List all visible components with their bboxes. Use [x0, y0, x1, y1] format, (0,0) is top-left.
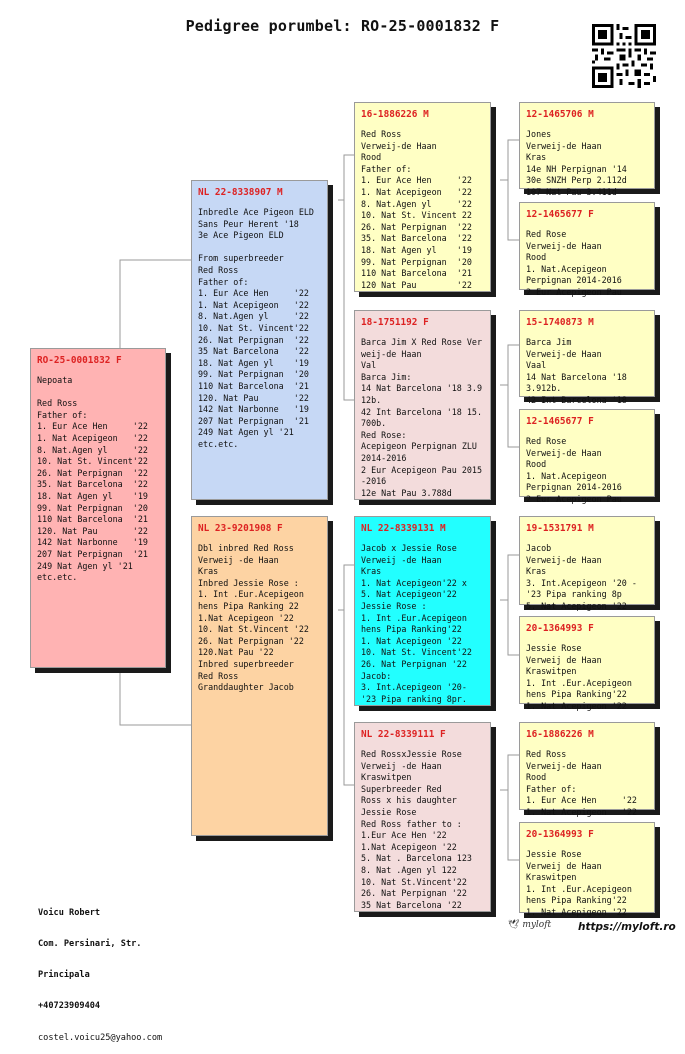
card-notes: Barca Jim X Red Rose Ver weij-de Haan Val Barca Jim: 14 Nat Barcelona '18 3.9 12b. 42 Int Barcelona '18 15. 700b. Red Rose: Acepigeon Perpignan ZLU 2014-2016 2 Eur Acepigeon Pau 2015 -2016 12e Nat Pau 3.788d	[361, 337, 483, 498]
pedigree-card-sds	[519, 310, 655, 405]
card-notes: Nepoata Red Ross Father of: 1. Eur Ace Hen '22 1. Nat Acepigeon '22 8. Nat.Agen yl '22 10. Nat St. Vincent'22 26. Nat Perpignan '22 35. Nat Barcelona '22 18. Nat Agen yl '19 99. Nat Perpignan '20 110 Nat Barcelona '21 120. Nat Pau '22 142 Nat Narbonne '19 207 Nat Perpignan '21 249 Nat Agen yl '21 etc.etc.	[37, 375, 148, 583]
pedigree-card-dam	[191, 516, 328, 836]
page-title: Pedigree porumbel: RO-25-0001832 F	[185, 17, 500, 35]
pedigree-card-ddd	[519, 822, 655, 917]
owner-address-street: Principala	[38, 970, 90, 981]
pedigree-card-dss	[519, 516, 655, 611]
ring-number: 20-1364993 F	[526, 829, 594, 840]
website-link[interactable]: https://myloft.ro	[578, 921, 676, 933]
ring-number: 16-1886226 M	[526, 729, 594, 740]
card-notes: Jacob x Jessie Rose Verweij -de Haan Kras 1. Nat Acepigeon'22 x 5. Nat Acepigeon'22 Jessie Rose : 1. Int .Eur.Acepigeon hens Pipa Ranking'22 1. Nat Acepigeon '22 10. Nat St. Vincent'22 26. Nat Perpignan '22 Jacob: 3. Int.Acepigeon '20- '23 Pipa ranking 8pr.	[361, 543, 472, 704]
ring-number: NL 23-9201908 F	[198, 523, 283, 534]
ring-number: 20-1364993 F	[526, 623, 594, 634]
pedigree-card-dds	[519, 722, 655, 817]
ring-number: NL 22-8339131 M	[361, 523, 446, 534]
ring-number: 12-1465706 M	[526, 109, 594, 120]
pedigree-card-dsd	[519, 616, 655, 711]
ring-number: NL 22-8339111 F	[361, 729, 446, 740]
ring-number: RO-25-0001832 F	[37, 355, 122, 366]
card-notes: Red Ross Verweij-de Haan Rood Father of: 1. Eur Ace Hen '22 1. Nat Acepigeon '22 8. Nat.Agen yl '22 10. Nat St. Vincent 22 26. Nat Perpignan '22 35. Nat Barcelona '22 18. Nat Agen yl '19 99. Nat Perpignan '20 110 Nat Barcelona '21 120 Nat Pau '22	[361, 129, 472, 290]
logo-text: myloft	[522, 920, 552, 930]
owner-address: Com. Persinari, Str.	[38, 939, 142, 950]
card-notes: Jessie Rose Verweij de Haan Kraswitpen 1. Int .Eur.Acepigeon hens Pipa Ranking'22 1. Nat Acepigeon '22	[526, 643, 632, 711]
ring-number: 12-1465677 F	[526, 209, 594, 220]
ring-number: 12-1465677 F	[526, 416, 594, 427]
card-notes: Barca Jim Verweij-de Haan Vaal 14 Nat Barcelona '18 3.912b. 42 Int Barcelona '18	[526, 337, 627, 405]
owner-phone: +40723909404	[38, 1001, 101, 1012]
pedigree-card-dam-dam	[354, 722, 491, 912]
card-notes: Dbl inbred Red Ross Verweij -de Haan Kras Inbred Jessie Rose : 1. Int .Eur.Acepigeon hens Pipa Ranking 22 1.Nat Acepigeon '22 10. Nat St.Vincent '22 26. Nat Perpignan '22 120.Nat Pau '22 Inbred superbreeder Red Ross Granddaughter Jacob	[198, 543, 309, 693]
card-notes: Red Rose Verweij-de Haan Rood 1. Nat.Acepigeon Perpignan 2014-2016 2 Eur Acepigeon Pau	[526, 436, 622, 504]
pedigree-card-dam-sire	[354, 516, 491, 706]
pedigree-card-sire-dam	[354, 310, 491, 500]
pedigree-card-sire-sire	[354, 102, 491, 292]
card-notes: Red Rose Verweij-de Haan Rood 1. Nat.Acepigeon Perpignan 2014-2016 2 Eur Acepigeon Pau	[526, 229, 622, 297]
card-notes: Jessie Rose Verweij de Haan Kraswitpen 1. Int .Eur.Acepigeon hens Pipa Ranking'22 1. Nat Acepigeon '22	[526, 849, 632, 917]
owner-name: Voicu Robert	[38, 907, 101, 918]
card-notes: Red RossxJessie Rose Verweij -de Haan Kraswitpen Superbreeder Red Ross x his daughter Jessie Rose Red Ross father to : 1.Eur Ace Hen '22 1.Nat Acepigeon '22 5. Nat . Barcelona 123 8. Nat .Agen yl 122 10. Nat St.Vincent'22 26. Nat Perpignan '22 35 Nat Barcelona '22	[361, 749, 472, 910]
pedigree-card-sss	[519, 102, 655, 197]
ring-number: 19-1531791 M	[526, 523, 594, 534]
pedigree-card-ssd	[519, 202, 655, 297]
ring-number: 15-1740873 M	[526, 317, 594, 328]
card-notes: Jacob Verweij-de Haan Kras 3. Int.Acepigeon '20 - '23 Pipa ranking 8p 5. Nat Acepigeon '22	[526, 543, 637, 611]
pedigree-card-sdd	[519, 409, 655, 504]
bird-icon: 🕊	[508, 920, 520, 930]
ring-number: 18-1751192 F	[361, 317, 429, 328]
myloft-logo	[508, 920, 551, 930]
card-notes: Red Ross Verweij-de Haan Rood Father of: 1. Eur Ace Hen '22 1. Nat Acepigeon '22	[526, 749, 637, 817]
pedigree-card-sire	[191, 180, 328, 500]
pedigree-card-subject	[30, 348, 166, 668]
card-notes: Inbredle Ace Pigeon ELD Sans Peur Herent '18 3e Ace Pigeon ELD From superbreeder Red Ross Father of: 1. Eur Ace Hen '22 1. Nat Acepigeon '22 8. Nat.Agen yl '22 10. Nat St. Vincent'22 26. Nat Perpignan '22 35 Nat Barcelona '22 18. Nat Agen yl '19 99. Nat Perpignan '20 110 Nat Barcelona '21 120. Nat Pau '22 142 Nat Narbonne '19 207 Nat Perpignan '21 249 Nat Agen yl '21 etc.etc.	[198, 207, 314, 449]
ring-number: NL 22-8338907 M	[198, 187, 283, 198]
ring-number: 16-1886226 M	[361, 109, 429, 120]
owner-details	[38, 887, 162, 1054]
card-notes: Jones Verweij-de Haan Kras 14e NH Perpignan '14 30e SNZH Perp 2.112d 107 Nat Pau 3.411d	[526, 129, 627, 197]
owner-email: costel.voicu25@yahoo.com	[38, 1032, 163, 1043]
